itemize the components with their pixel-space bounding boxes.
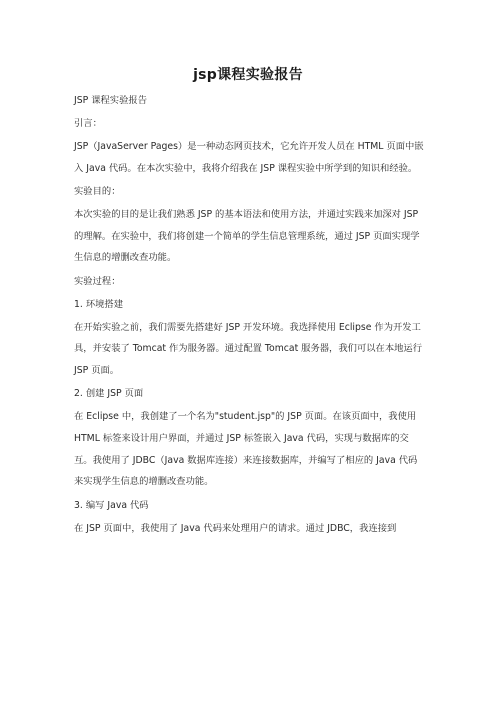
- document-title: jsp课程实验报告: [193, 67, 303, 83]
- paragraph-step-2: 在 Eclipse 中，我创建了一个名为"student.jsp"的 JSP 页面。在该页面中，我使用 HTML 标签来设计用户界面，并通过 JSP 标签嵌入 Java 代码，实现与数据库的交互。我使用了 JDBC（Java 数据库连接）来连接数据库，并编写了相应的 Java 代码来实现学生信息的增删改查功能。: [74, 411, 418, 488]
- heading-process: 实验过程：: [74, 275, 121, 287]
- heading-step-1: 1. 环境搭建: [74, 298, 124, 310]
- paragraph-introduction: JSP（JavaServer Pages）是一种动态网页技术，它允许开发人员在 HTML 页面中嵌入 Java 代码。在本次实验中，我将介绍我在 JSP 课程实验中所学到的知识和经验。: [74, 141, 424, 174]
- heading-purpose: 实验目的：: [74, 185, 121, 197]
- paragraph-purpose: 本次实验的目的是让我们熟悉 JSP 的基本语法和使用方法，并通过实践来加深对 JSP 的理解。在实验中，我们将创建一个简单的学生信息管理系统，通过 JSP 页面实现学生信息的增删改查功能。: [74, 209, 420, 264]
- heading-introduction: 引言：: [74, 118, 102, 130]
- paragraph-subtitle: JSP 课程实验报告: [74, 95, 147, 106]
- heading-step-2: 2. 创建 JSP 页面: [74, 388, 144, 400]
- paragraph-step-1: 在开始实验之前，我们需要先搭建好 JSP 开发环境。我选择使用 Eclipse 作为开发工具，并安装了 Tomcat 作为服务器。通过配置 Tomcat 服务器，我们可以在本地运行 JSP 页面。: [74, 321, 423, 377]
- heading-step-3: 3. 编写 Java 代码: [74, 499, 149, 511]
- paragraph-step-3: 在 JSP 页面中，我使用了 Java 代码来处理用户的请求。通过 JDBC，我连接到: [74, 522, 397, 534]
- document-body: [74, 90, 424, 541]
